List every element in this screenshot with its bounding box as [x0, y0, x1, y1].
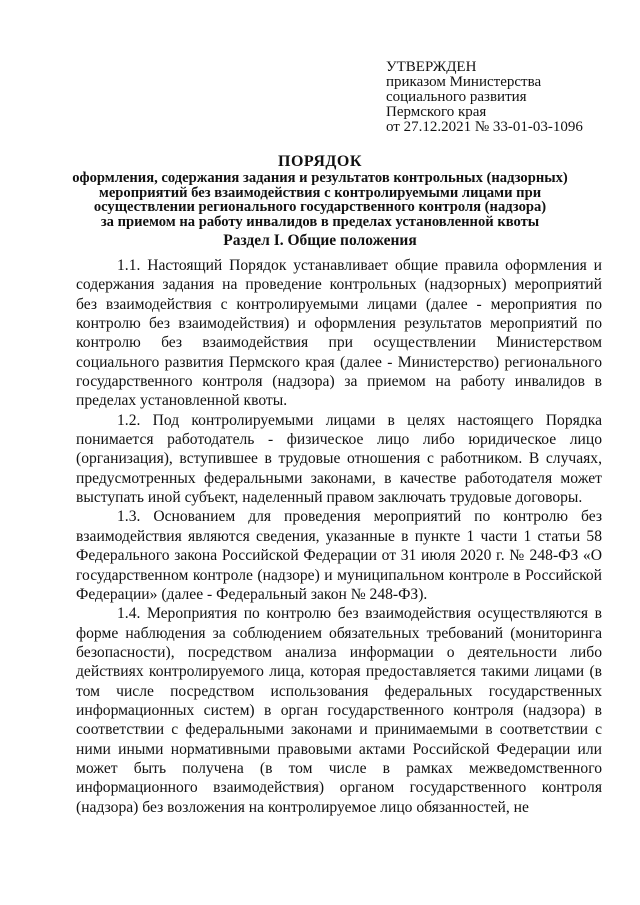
title-line: мероприятий без взаимодействия с контролируемыми лицами при: [98, 184, 542, 201]
paragraph-1-1: 1.1. Настоящий Порядок устанавливает общие правила оформления и содержания задания на проведение контрольных (надзорных) мероприятий без взаимодействия с контролируемыми лицами (далее - мероприятия по контролю без взаимодействия) и оформления результатов мероприятий по контролю без взаимодействия при осуществлении Министерством социального развития Пермского края (далее - Министерство) регионального государственного контроля (надзора) за приемом на работу инвалидов в пределах установленной квоты.: [76, 257, 602, 410]
document-title: [60, 153, 580, 229]
approval-line: приказом Министерства: [386, 74, 542, 90]
title-main: ПОРЯДОК: [278, 153, 362, 170]
approval-order-number: от 27.12.2021 № 33-01-03-1096: [386, 119, 583, 135]
document-body: [76, 256, 602, 817]
approval-stamp: [386, 60, 626, 135]
title-line: осуществлении регионального государственного контроля (надзора): [93, 199, 547, 215]
title-line: оформления, содержания задания и результатов контрольных (надзорных): [72, 170, 568, 186]
title-line: за приемом на работу инвалидов в пределах установленной квоты: [100, 213, 540, 230]
section-heading: Раздел I. Общие положения: [223, 232, 417, 249]
approval-line: Пермского края: [386, 104, 487, 120]
paragraph-1-3: 1.3. Основанием для проведения мероприятий по контролю без взаимодействия являются сведения, указанные в пункте 1 части 1 статьи 58 Федерального закона Российской Федерации от 31 июля 2020 г. № 248-ФЗ «О государственном контроле (надзоре) и муниципальном контроле в Российской Федерации» (далее - Федеральный закон № 248-ФЗ).: [76, 508, 602, 603]
approval-line: УТВЕРЖДЕН: [386, 59, 477, 75]
paragraph-1-4: 1.4. Мероприятия по контролю без взаимодействия осуществляются в форме наблюдения за соблюдением обязательных требований (мониторинга безопасности), посредством анализа информации о деятельности либо действиях контролируемого лица, которая предоставляется такими лицами (в том числе посредством использования федеральных государственных информационных систем) в орган государственного контроля (надзора) в соответствии с федеральными законами и принимаемыми в соответствии с ними иными нормативными правовыми актами Российской Федерации или может быть получена (в том числе в рамках межведомственного информационного взаимодействия) органом государственного контроля (надзора) без возложения на контролируемое лицо обязанностей, не: [76, 605, 602, 816]
paragraph-1-2: 1.2. Под контролируемыми лицами в целях настоящего Порядка понимается работодатель - физическое лицо либо юридическое лицо (организация), вступившее в трудовые отношения с работником. В случаях, предусмотренных федеральными законами, в качестве работодателя может выступать иной субъект, наделенный правом заключать трудовые договоры.: [76, 411, 602, 507]
approval-line: социального развития: [386, 89, 527, 105]
